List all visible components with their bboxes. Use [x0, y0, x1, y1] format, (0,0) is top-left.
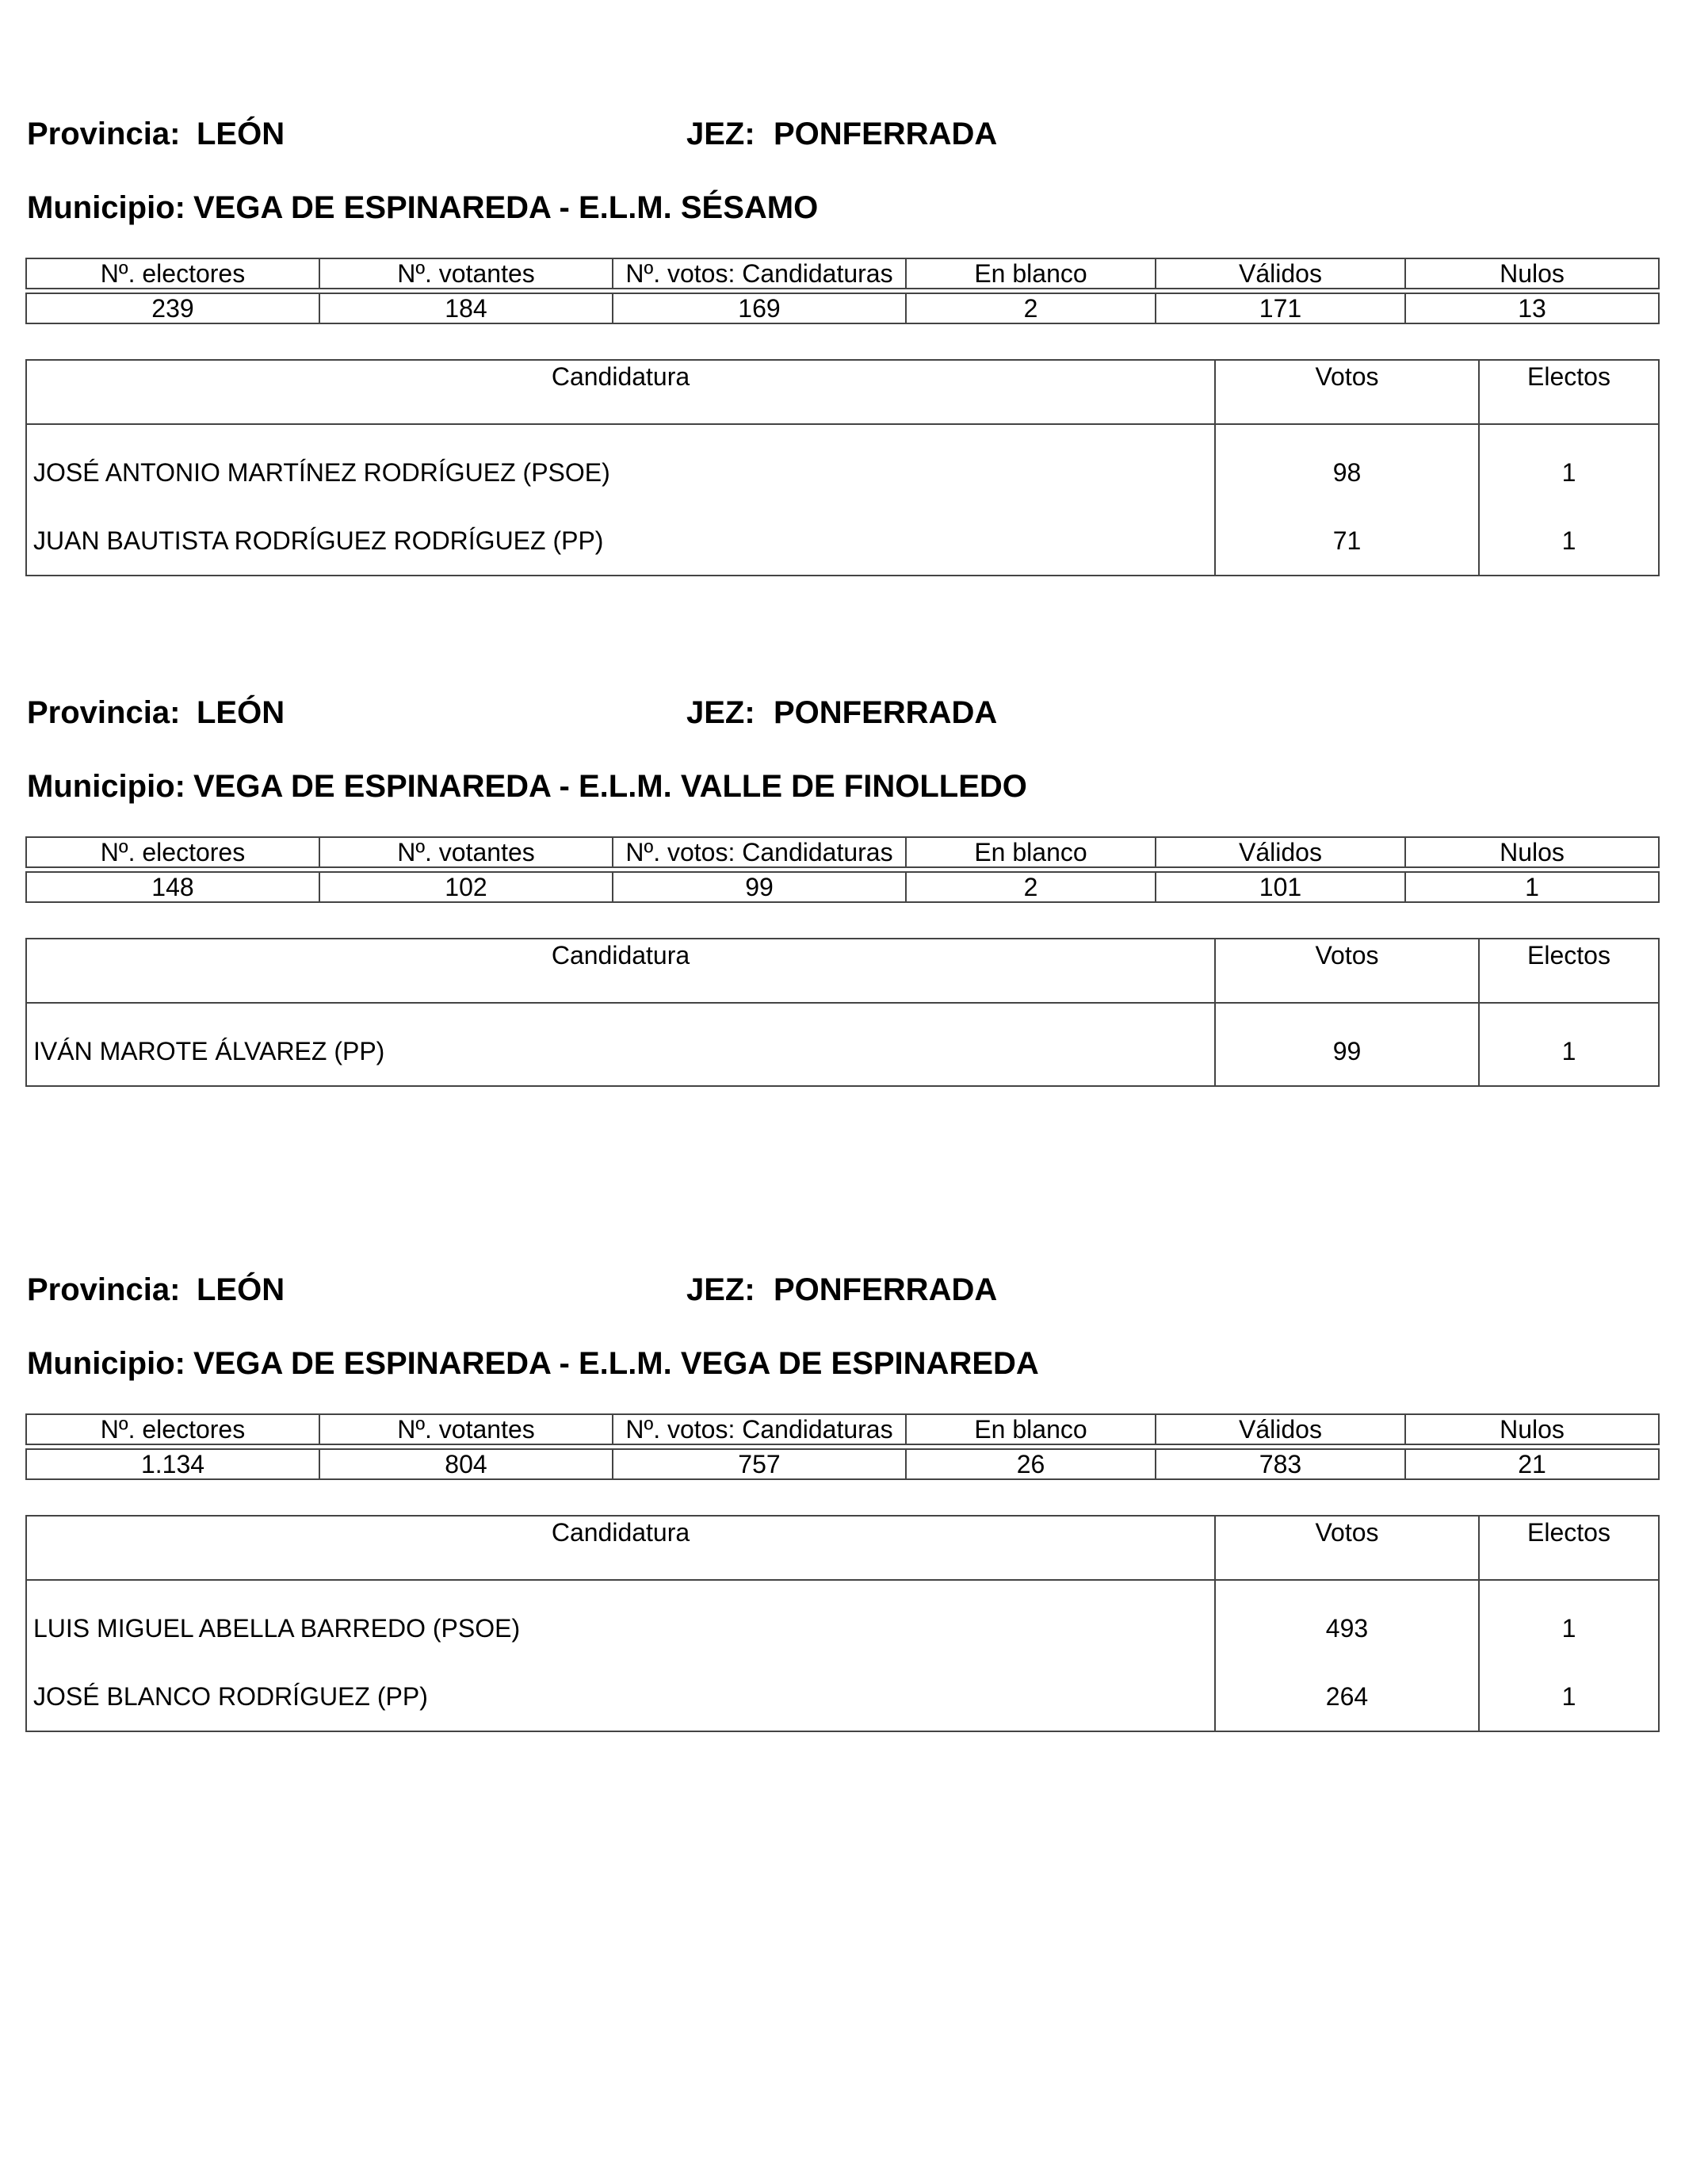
candidate-votes: 264: [1215, 1662, 1479, 1731]
municipio-label: Municipio:: [27, 769, 185, 804]
candidate-elected: 1: [1479, 1580, 1659, 1662]
candidates-header-row: [26, 939, 1659, 1003]
stats-header-votos-candidaturas: Nº. votos: Candidaturas: [613, 258, 906, 289]
stats-value-row: [26, 293, 1659, 323]
stats-value-votos-candidaturas: 757: [613, 1449, 906, 1479]
municipio-label: Municipio:: [27, 190, 185, 225]
header-row: [25, 686, 1658, 735]
stats-value-row: [26, 1449, 1659, 1479]
stats-header-votos-candidaturas: Nº. votos: Candidaturas: [613, 837, 906, 867]
electos-header: Electos: [1479, 939, 1659, 1003]
stats-value-electores: 148: [26, 872, 319, 902]
stats-header-row: [26, 258, 1659, 289]
stats-value-votantes: 102: [319, 872, 613, 902]
stats-header-validos: Válidos: [1156, 258, 1405, 289]
candidate-votes: 71: [1215, 507, 1479, 576]
stats-value-validos: 783: [1156, 1449, 1405, 1479]
municipio-title: [27, 1346, 1039, 1382]
stats-value-votos-candidaturas: 169: [613, 293, 906, 323]
election-section-3: [25, 1263, 1658, 1711]
stats-table: [25, 1413, 1660, 1480]
provincia-value: LEÓN: [197, 695, 285, 730]
candidate-row: [26, 424, 1659, 507]
stats-header-votantes: Nº. votantes: [319, 837, 613, 867]
jez-label: JEZ:: [686, 1272, 755, 1307]
candidates-header-row: [26, 1516, 1659, 1580]
jez-value: PONFERRADA: [774, 117, 998, 151]
candidate-row: [26, 507, 1659, 576]
stats-header-validos: Válidos: [1156, 1414, 1405, 1444]
candidatura-header: Candidatura: [26, 360, 1215, 424]
stats-header-en-blanco: En blanco: [906, 837, 1156, 867]
candidate-elected: 1: [1479, 1662, 1659, 1731]
jez-value: PONFERRADA: [774, 1272, 998, 1307]
candidate-name: JUAN BAUTISTA RODRÍGUEZ RODRÍGUEZ (PP): [26, 507, 1215, 576]
stats-header-nulos: Nulos: [1405, 1414, 1659, 1444]
header-row: [25, 1263, 1658, 1312]
stats-value-nulos: 21: [1405, 1449, 1659, 1479]
candidate-votes: 99: [1215, 1003, 1479, 1086]
candidates-table: [25, 938, 1660, 1087]
provincia-value: LEÓN: [197, 1272, 285, 1307]
stats-value-nulos: 13: [1405, 293, 1659, 323]
stats-header-electores: Nº. electores: [26, 1414, 319, 1444]
stats-header-en-blanco: En blanco: [906, 258, 1156, 289]
stats-value-votantes: 184: [319, 293, 613, 323]
stats-value-en-blanco: 2: [906, 293, 1156, 323]
candidate-elected: 1: [1479, 1003, 1659, 1086]
jez-label: JEZ:: [686, 695, 755, 730]
electos-header: Electos: [1479, 360, 1659, 424]
stats-value-row: [26, 872, 1659, 902]
stats-header-electores: Nº. electores: [26, 837, 319, 867]
stats-value-en-blanco: 26: [906, 1449, 1156, 1479]
jez-label: JEZ:: [686, 117, 755, 151]
stats-value-validos: 101: [1156, 872, 1405, 902]
candidate-votes: 98: [1215, 424, 1479, 507]
municipio-value: VEGA DE ESPINAREDA - E.L.M. VEGA DE ESPINAREDA: [193, 1346, 1039, 1381]
votos-header: Votos: [1215, 1516, 1479, 1580]
electos-header: Electos: [1479, 1516, 1659, 1580]
stats-table: [25, 258, 1660, 324]
candidate-votes: 493: [1215, 1580, 1479, 1662]
provincia-label: Provincia:: [27, 1272, 181, 1307]
municipio-title: [27, 190, 818, 226]
municipio-title: [27, 769, 1027, 805]
stats-header-electores: Nº. electores: [26, 258, 319, 289]
stats-header-row: [26, 1414, 1659, 1444]
candidates-header-row: [26, 360, 1659, 424]
stats-value-nulos: 1: [1405, 872, 1659, 902]
municipio-value: VEGA DE ESPINAREDA - E.L.M. VALLE DE FINOLLEDO: [193, 769, 1027, 804]
candidates-table: [25, 1515, 1660, 1732]
election-section-2: [25, 686, 1658, 1065]
stats-header-nulos: Nulos: [1405, 258, 1659, 289]
candidate-row: [26, 1580, 1659, 1662]
stats-value-electores: 239: [26, 293, 319, 323]
stats-header-votantes: Nº. votantes: [319, 258, 613, 289]
stats-value-en-blanco: 2: [906, 872, 1156, 902]
header-row: [25, 107, 1658, 156]
stats-value-validos: 171: [1156, 293, 1405, 323]
candidate-name: LUIS MIGUEL ABELLA BARREDO (PSOE): [26, 1580, 1215, 1662]
provincia-label: Provincia:: [27, 117, 181, 151]
candidates-table: [25, 359, 1660, 576]
candidate-name: JOSÉ BLANCO RODRÍGUEZ (PP): [26, 1662, 1215, 1731]
candidatura-header: Candidatura: [26, 1516, 1215, 1580]
municipio-value: VEGA DE ESPINAREDA - E.L.M. SÉSAMO: [193, 190, 819, 225]
candidate-row: [26, 1662, 1659, 1731]
jez-value: PONFERRADA: [774, 695, 998, 730]
stats-header-en-blanco: En blanco: [906, 1414, 1156, 1444]
stats-header-nulos: Nulos: [1405, 837, 1659, 867]
candidate-name: IVÁN MAROTE ÁLVAREZ (PP): [26, 1003, 1215, 1086]
stats-value-electores: 1.134: [26, 1449, 319, 1479]
stats-header-validos: Válidos: [1156, 837, 1405, 867]
stats-header-votantes: Nº. votantes: [319, 1414, 613, 1444]
votos-header: Votos: [1215, 360, 1479, 424]
candidate-name: JOSÉ ANTONIO MARTÍNEZ RODRÍGUEZ (PSOE): [26, 424, 1215, 507]
provincia-label: Provincia:: [27, 695, 181, 730]
stats-value-votantes: 804: [319, 1449, 613, 1479]
stats-header-votos-candidaturas: Nº. votos: Candidaturas: [613, 1414, 906, 1444]
provincia-value: LEÓN: [197, 117, 285, 151]
municipio-label: Municipio:: [27, 1346, 185, 1381]
stats-table: [25, 836, 1660, 903]
election-section-1: [25, 107, 1658, 555]
stats-value-votos-candidaturas: 99: [613, 872, 906, 902]
stats-header-row: [26, 837, 1659, 867]
candidatura-header: Candidatura: [26, 939, 1215, 1003]
candidate-row: [26, 1003, 1659, 1086]
candidate-elected: 1: [1479, 507, 1659, 576]
candidate-elected: 1: [1479, 424, 1659, 507]
votos-header: Votos: [1215, 939, 1479, 1003]
